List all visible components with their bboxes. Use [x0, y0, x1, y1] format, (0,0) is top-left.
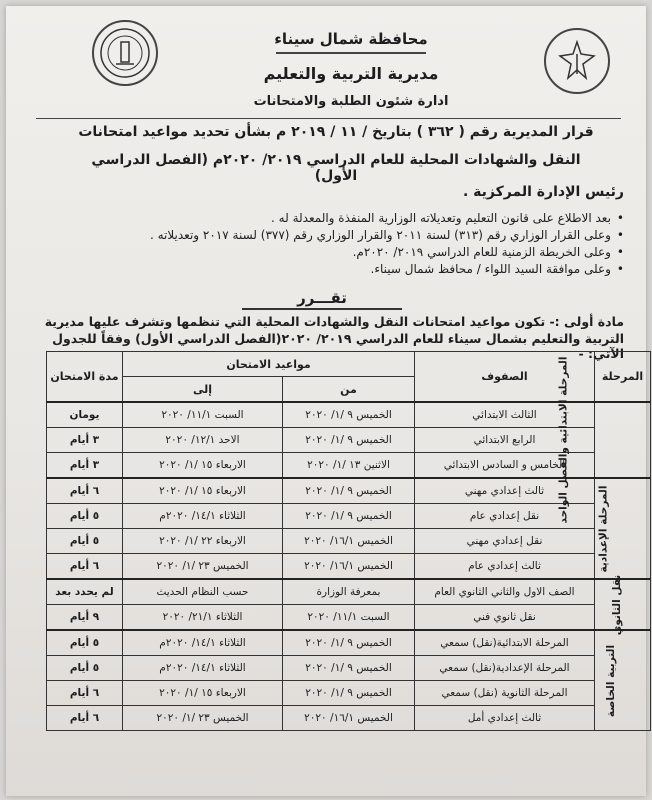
document-page [6, 6, 646, 796]
decision-title-line2: النقل والشهادات المحلية للعام الدراسي ٢٠١٩/ ٢٠٢٠م (الفصل الدراسي الأول) [91, 152, 581, 184]
preamble-item: •بعد الاطلاع على قانون التعليم وتعديلاته الوزارية المنفذة والمعدلة له . [271, 211, 624, 225]
grade-cell: المرحلة الابتدائية(نقل) سمعي [415, 630, 595, 656]
duration-cell: يومان [47, 402, 123, 428]
stage-cell: نقل الثانوي [595, 579, 651, 630]
stage-cell: المرحلة الإعدادية [595, 478, 651, 579]
governorate-name: محافظة شمال سيناء [274, 30, 428, 48]
grade-cell: الصف الاول والثاني الثانوي العام [415, 579, 595, 605]
header-to: إلى [123, 377, 283, 403]
grade-cell: الرابع الابتدائي [415, 428, 595, 453]
preamble-item: •وعلى الخريطة الزمنية للعام الدراسي ٢٠١٩/ ٢٠٢٠م. [352, 245, 624, 259]
table-row [47, 605, 651, 631]
department-name: ادارة شئون الطلبة والامتحانات [253, 94, 449, 109]
to-cell: الاربعاء ١٥ /١/ ٢٠٢٠ [123, 478, 283, 504]
grade-cell: نقل ثانوي فني [415, 605, 595, 631]
from-cell: الخميس ٩ /١/ ٢٠٢٠ [283, 630, 415, 656]
header-from: من [283, 377, 415, 403]
from-cell: الخميس ٩ /١/ ٢٠٢٠ [283, 402, 415, 428]
duration-cell: ٦ أيام [47, 706, 123, 731]
from-cell: السبت ١١/١/ ٢٠٢٠ [283, 605, 415, 631]
header-divider [36, 118, 621, 119]
table-row [47, 630, 651, 656]
to-cell: الاربعاء ١٥ /١/ ٢٠٢٠ [123, 681, 283, 706]
grade-cell: المرحلة الثانوية (نقل) سمعي [415, 681, 595, 706]
from-cell: الخميس ٩ /١/ ٢٠٢٠ [283, 504, 415, 529]
table-row [47, 656, 651, 681]
grade-cell: المرحلة الإعدادية(نقل) سمعي [415, 656, 595, 681]
to-cell: الاربعاء ١٥ /١/ ٢٠٢٠ [123, 453, 283, 479]
stage-cell: التربية الخاصة [595, 630, 651, 731]
emblem-icon [98, 26, 152, 80]
governorate-logo [544, 28, 610, 94]
to-cell: حسب النظام الحديث [123, 579, 283, 605]
grade-cell: ثالث إعدادي مهني [415, 478, 595, 504]
table-row [47, 681, 651, 706]
from-cell: الخميس ١٦/١/ ٢٠٢٠ [283, 554, 415, 580]
duration-cell: ٥ أيام [47, 504, 123, 529]
article-text-line1: مادة أولى :- تكون مواعيد امتحانات النقل والشهادات المحلية التي تنظمها وتشرف عليها مديرية [44, 314, 624, 329]
directorate-logo [92, 20, 158, 86]
duration-cell: لم يحدد بعد [47, 579, 123, 605]
grade-cell: نقل إعدادي مهني [415, 529, 595, 554]
duration-cell: ٥ أيام [47, 630, 123, 656]
table-row [47, 579, 651, 605]
to-cell: الثلاثاء ٢١/١/ ٢٠٢٠ [123, 605, 283, 631]
grade-cell: الثالث الابتدائي [415, 402, 595, 428]
table-row [47, 554, 651, 580]
header-grades: الصفوف [415, 352, 595, 403]
duration-cell: ٣ أيام [47, 453, 123, 479]
header-underline [276, 52, 426, 54]
to-cell: الاحد ١٢/١/ ٢٠٢٠ [123, 428, 283, 453]
duration-cell: ٦ أيام [47, 554, 123, 580]
duration-cell: ٥ أيام [47, 529, 123, 554]
from-cell: الخميس ١٦/١/ ٢٠٢٠ [283, 529, 415, 554]
grade-cell: ثالث إعدادي عام [415, 554, 595, 580]
table-row [47, 402, 651, 428]
decision-title-line1: قرار المديرية رقم ( ٣٦٢ ) بتاريخ / ١١ / ٢٠١٩ م بشأن تحديد مواعيد امتحانات [78, 124, 594, 140]
directorate-name: مديرية التربية والتعليم [263, 64, 439, 83]
duration-cell: ٣ أيام [47, 428, 123, 453]
header-duration: مدة الامتحان [47, 352, 123, 403]
to-cell: الاربعاء ٢٢ /١/ ٢٠٢٠ [123, 529, 283, 554]
to-cell: الثلاثاء ١٤/١/ ٢٠٢٠م [123, 504, 283, 529]
preamble-item: •وعلى موافقة السيد اللواء / محافظ شمال سيناء. [370, 262, 624, 276]
grade-cell: نقل إعدادي عام [415, 504, 595, 529]
to-cell: الخميس ٢٣ /١/ ٢٠٢٠ [123, 706, 283, 731]
exam-schedule-table [46, 351, 651, 731]
duration-cell: ٦ أيام [47, 478, 123, 504]
duration-cell: ٦ أيام [47, 681, 123, 706]
duration-cell: ٩ أيام [47, 605, 123, 631]
from-cell: الاثنين ١٣ /١/ ٢٠٢٠ [283, 453, 415, 479]
to-cell: الثلاثاء ١٤/١/ ٢٠٢٠م [123, 656, 283, 681]
from-cell: الخميس ٩ /١/ ٢٠٢٠ [283, 478, 415, 504]
duration-cell: ٥ أيام [47, 656, 123, 681]
from-cell: الخميس ٩ /١/ ٢٠٢٠ [283, 681, 415, 706]
from-cell: الخميس ٩ /١/ ٢٠٢٠ [283, 428, 415, 453]
to-cell: السبت ١١/١/ ٢٠٢٠ [123, 402, 283, 428]
table-row [47, 706, 651, 731]
chief-title: رئيس الإدارة المركزية . [462, 184, 624, 200]
decides-heading: تقـــرر [242, 289, 402, 310]
to-cell: الخميس ٢٣ /١/ ٢٠٢٠ [123, 554, 283, 580]
stage-cell: المرحلة الابتدائية والفصل الواحد [595, 402, 651, 478]
from-cell: بمعرفة الوزارة [283, 579, 415, 605]
grade-cell: الخامس و السادس الابتدائي [415, 453, 595, 479]
header-stage: المرحلة [595, 352, 651, 403]
to-cell: الثلاثاء ١٤/١/ ٢٠٢٠م [123, 630, 283, 656]
article-text-line2: التربية والتعليم بشمال سيناء للعام الدراسي ٢٠١٩/ ٢٠٢٠(الفصل الدراسي الأول) وفقاً للجدول الآتي: - [52, 331, 624, 361]
grade-cell: ثالث إعدادي أمل [415, 706, 595, 731]
header-exam-dates: مواعيد الامتحان [123, 352, 415, 377]
from-cell: الخميس ١٦/١/ ٢٠٢٠ [283, 706, 415, 731]
from-cell: الخميس ٩ /١/ ٢٠٢٠ [283, 656, 415, 681]
preamble-item: •وعلى القرار الوزاري رقم (٣١٣) لسنة ٢٠١١ والقرار الوزاري رقم (٣٧٧) لسنة ٢٠١٧ وتعديلاته . [149, 228, 624, 242]
eagle-icon [550, 34, 604, 88]
